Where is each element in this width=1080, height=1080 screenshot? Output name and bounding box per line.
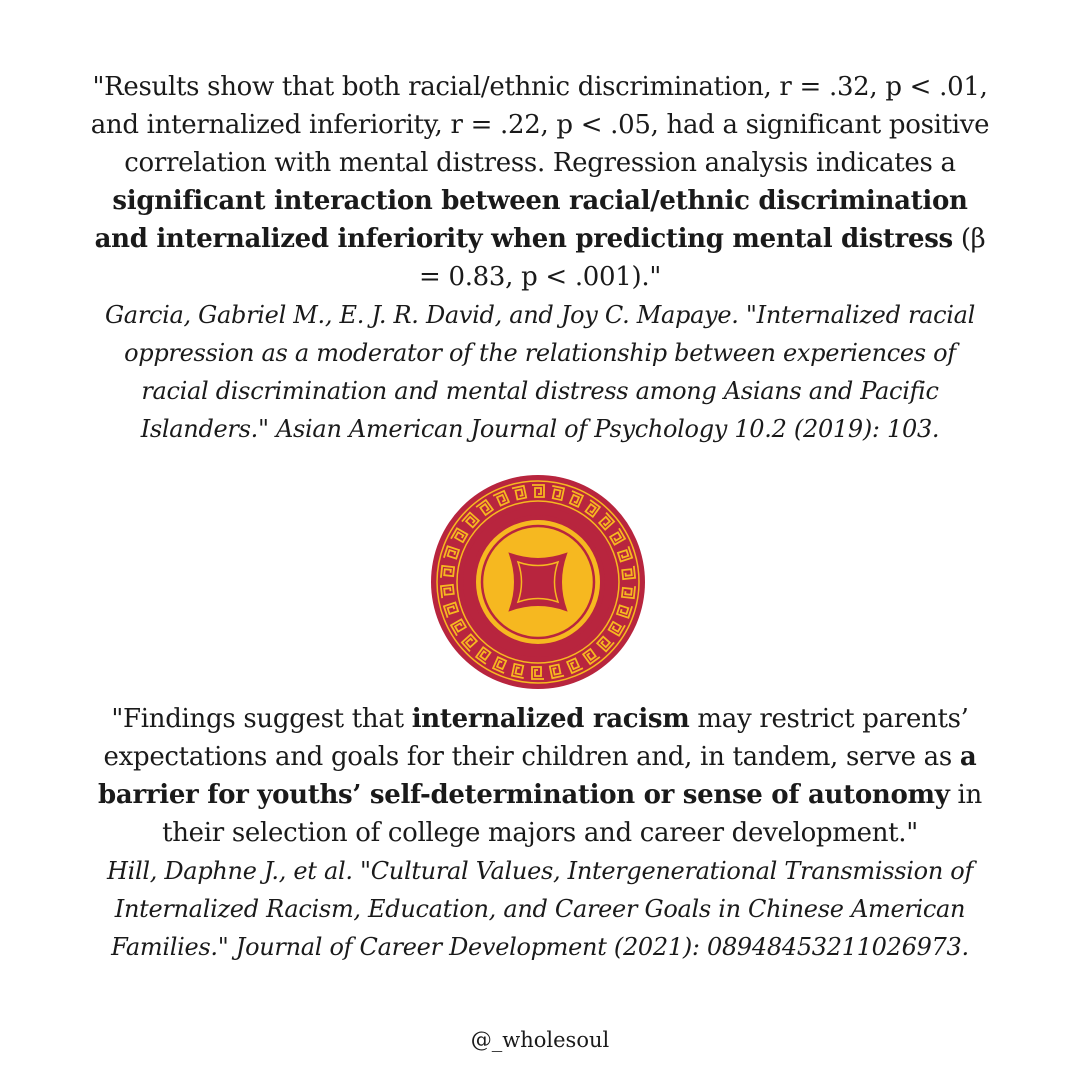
quote-bold-segment: significant interaction between racial/ethnic discrimination and internalized inferiority when predicting mental distress bbox=[94, 186, 968, 254]
citation-garcia: Garcia, Gabriel M., E. J. R. David, and Joy C. Mapaye. "Internalized racial oppression as a moderator of the relationship between experiences of racial discrimination and mental distress among Asians and Pacific Islanders." Asian American Journal of Psychology 10.2 (2019): 103. bbox=[104, 301, 976, 443]
quote-text-segment: "Results show that both racial/ethnic discrimination, r = .32, p < .01, and internalized inferiority, r = .22, p < .05, had a significant positive correlation with mental distress. Regression analysis indicates a bbox=[90, 72, 990, 178]
chinese-coin-emblem-icon bbox=[430, 474, 646, 690]
quote-bold-segment: a barrier for youths’ self-determination or sense of autonomy bbox=[98, 742, 977, 810]
quote-text-segment: "Findings suggest that bbox=[111, 704, 412, 734]
quote-text-segment: in their selection of college majors and career development." bbox=[162, 780, 982, 848]
social-handle: @_wholesoul bbox=[470, 1028, 610, 1052]
citation-hill: Hill, Daphne J., et al. "Cultural Values, Intergenerational Transmission of Internalized Racism, Education, and Career Goals in Chinese American Families." Journal of Career Development (2021): 08948453211026973. bbox=[106, 857, 974, 961]
quote-text-garcia bbox=[90, 68, 990, 296]
quote-text-hill bbox=[90, 700, 990, 852]
quote-text-segment: may restrict parents’ expectations and goals for their children and, in tandem, serve as bbox=[103, 704, 969, 772]
quote-bold-segment: internalized racism bbox=[411, 704, 690, 734]
quote-block-garcia bbox=[90, 68, 990, 448]
quote-text-segment: (β = 0.83, p < .001)." bbox=[419, 224, 986, 292]
quote-block-hill bbox=[90, 700, 990, 966]
